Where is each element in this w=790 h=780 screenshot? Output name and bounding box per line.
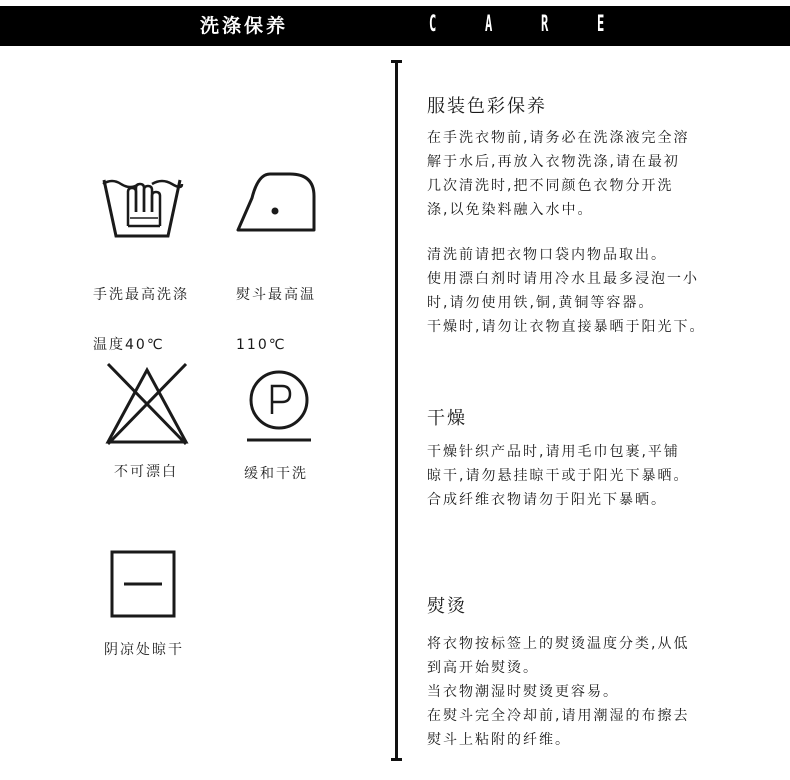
iron-label <box>236 258 316 383</box>
header-letter-a: A <box>485 12 493 37</box>
header-letter-r: R <box>541 12 549 37</box>
header-letter-e: E <box>597 12 605 37</box>
vertical-divider <box>395 62 398 760</box>
divider-cap-bottom <box>391 758 402 761</box>
iron-label-line1: 熨斗最高温 <box>236 287 316 303</box>
section-body-drying: 干燥针织产品时,请用毛巾包裹,平铺 晾干,请勿悬挂晾干或于阳光下暴晒。 合成纤维衣物请勿于阳光下暴晒。 <box>427 444 690 508</box>
hand-wash-label-line1: 手洗最高洗涤 <box>93 287 189 303</box>
do-not-bleach-label: 不可漂白 <box>114 464 178 480</box>
do-not-bleach-icon <box>104 362 190 446</box>
header-letter-c: C <box>429 12 437 37</box>
hand-wash-40-icon <box>100 172 184 242</box>
section-body-color-care-p1: 在手洗衣物前,请务必在洗涤液完全溶 解于水后,再放入衣物洗涤,请在最初 几次清洗时,把不同颜色衣物分开洗 涤,以免染料融入水中。 <box>427 130 690 218</box>
header-title-cn: 洗涤保养 <box>200 15 289 37</box>
section-title-color-care: 服装色彩保养 <box>427 96 547 117</box>
header-bar <box>0 6 790 46</box>
dry-clean-label: 缓和干洗 <box>244 466 308 482</box>
dry-in-shade-label: 阴凉处晾干 <box>104 642 184 658</box>
header-title-en <box>425 6 625 46</box>
iron-110-icon <box>234 168 318 238</box>
section-title-ironing: 熨烫 <box>427 596 467 617</box>
dry-clean-p-icon <box>244 368 314 444</box>
dry-in-shade-icon <box>110 550 176 618</box>
section-body-color-care-p2: 清洗前请把衣物口袋内物品取出。 使用漂白剂时请用冷水且最多浸泡一小 时,请勿使用铁,铜,黄铜等容器。 干燥时,请勿让衣物直接暴晒于阳光下。 <box>427 247 706 335</box>
iron-label-line2: 110℃ <box>236 337 287 353</box>
hand-wash-label-line2: 温度40℃ <box>93 337 165 353</box>
section-body-ironing: 将衣物按标签上的熨烫温度分类,从低 到高开始熨烫。 当衣物潮湿时熨烫更容易。 在熨斗完全冷却前,请用潮湿的布擦去 熨斗上粘附的纤维。 <box>427 636 690 748</box>
section-title-drying: 干燥 <box>427 408 467 429</box>
